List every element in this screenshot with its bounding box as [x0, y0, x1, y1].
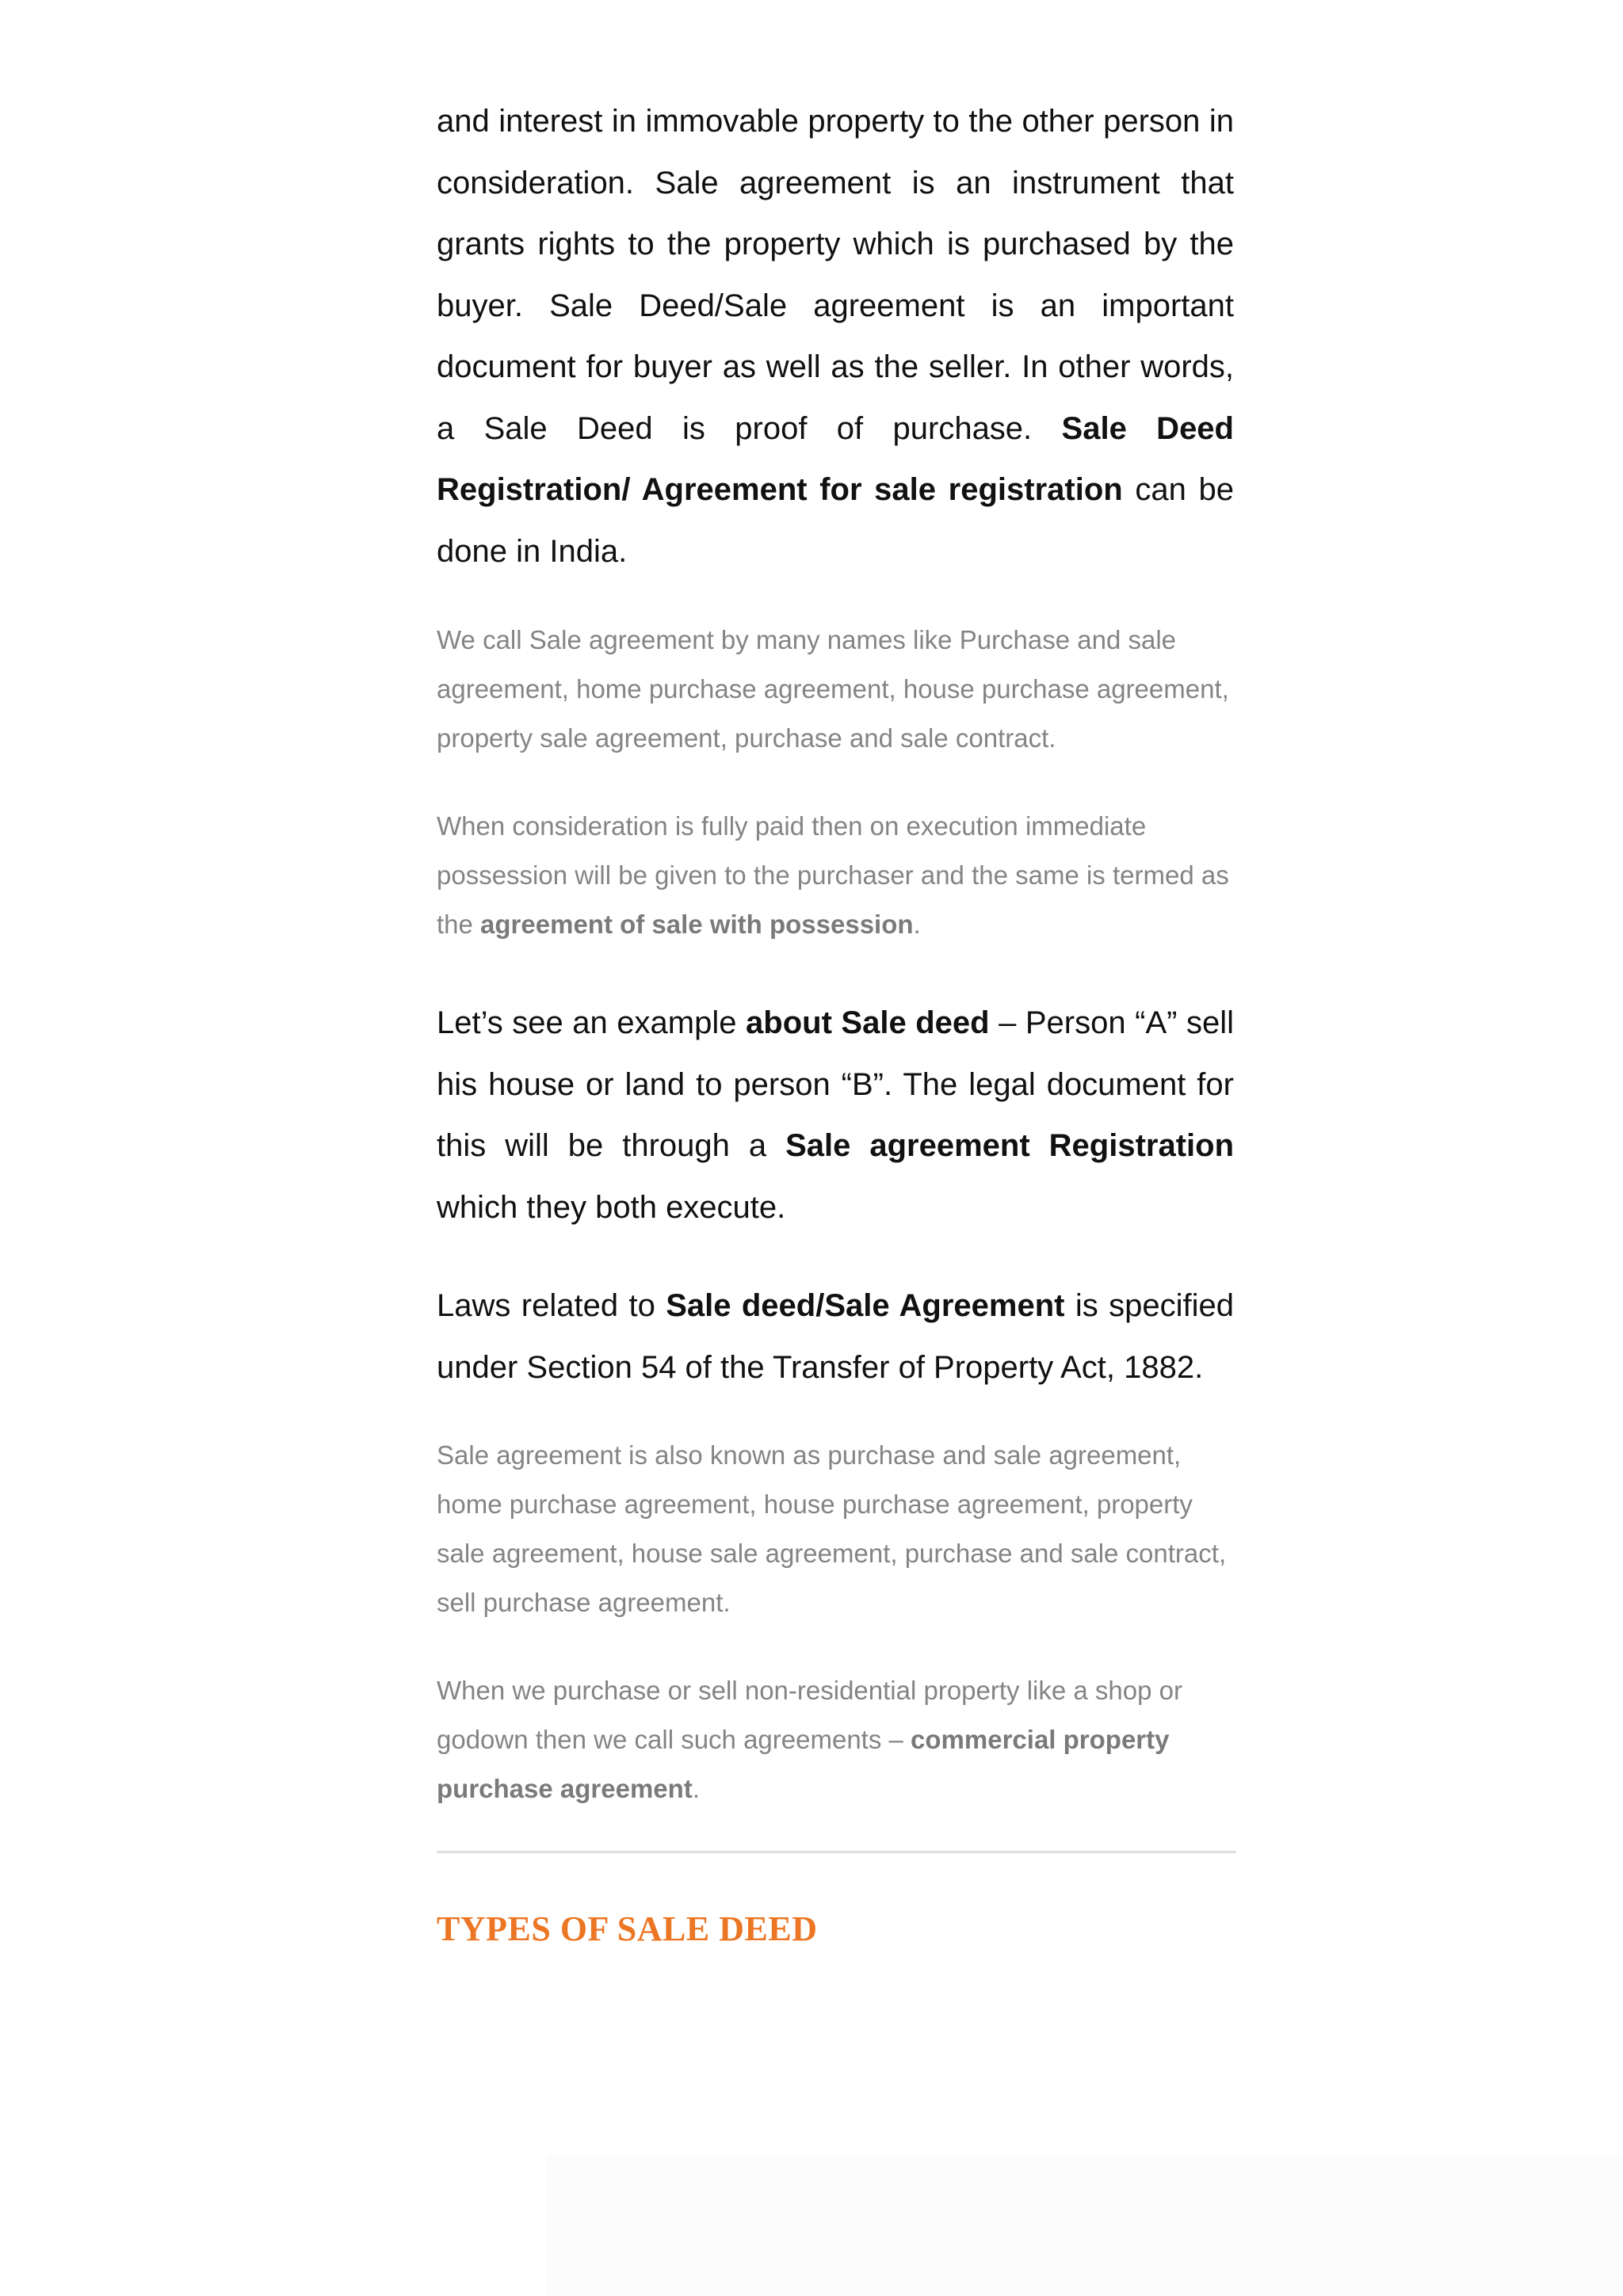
text: When consideration is fully paid then on execution immediate possession will be given to the purchaser and the same is termed as the — [437, 811, 1229, 939]
text: can be done in India. — [437, 472, 1234, 569]
bold-text: Sale agreement Registration — [785, 1128, 1234, 1163]
text: which they both execute. — [437, 1189, 786, 1225]
text: Let’s see an example — [437, 1005, 747, 1040]
bold-text: commercial property purchase agreement — [437, 1725, 1170, 1803]
text: Laws related to — [437, 1288, 666, 1323]
paragraph-sale-agreement-names — [437, 616, 1234, 763]
text: . — [692, 1774, 700, 1803]
bold-text: Sale deed/Sale Agreement — [666, 1288, 1065, 1323]
section-heading-types-of-sale-deed: TYPES OF SALE DEED — [437, 1909, 818, 1948]
section-divider — [437, 1851, 1236, 1853]
bottom-background-panel — [547, 2155, 1623, 2296]
paragraph-possession — [437, 802, 1234, 949]
bold-text: Sale Deed Registration/ Agreement for sale registration — [437, 410, 1234, 507]
paragraph-example — [437, 993, 1234, 1238]
paragraph-also-known-as — [437, 1431, 1234, 1627]
text: and interest in immovable property to the other person in consideration. Sale agreement is an instrument that grants rights to the property which is purchased by the buyer. Sale Deed/Sale agreement is an important document for buyer as well as the seller. In other words, a Sale Deed is proof of purchase. — [437, 104, 1234, 446]
paragraph-sale-deed-intro — [437, 91, 1234, 582]
text: – Person “A” sell his house or land to person “B”. The legal document for this will be through a — [437, 1005, 1234, 1163]
bold-text: agreement of sale with possession — [480, 910, 914, 939]
text: When we purchase or sell non-residential property like a shop or godown then we call such agreements – — [437, 1676, 1182, 1754]
bold-text: about Sale deed — [746, 1005, 990, 1040]
article-content — [437, 0, 1234, 1949]
paragraph-laws — [437, 1276, 1234, 1398]
text: We call Sale agreement by many names like Purchase and sale agreement, home purchase agreement, house purchase agreement, property sale agreement, purchase and sale contract. — [437, 625, 1229, 753]
paragraph-commercial — [437, 1666, 1234, 1814]
text: Sale agreement is also known as purchase and sale agreement, home purchase agreement, house purchase agreement, property sale agreement, house sale agreement, purchase and sale contract, sell purchase agreement. — [437, 1440, 1227, 1617]
text: . — [913, 910, 921, 939]
text: is specified under Section 54 of the Transfer of Property Act, 1882. — [437, 1288, 1235, 1385]
